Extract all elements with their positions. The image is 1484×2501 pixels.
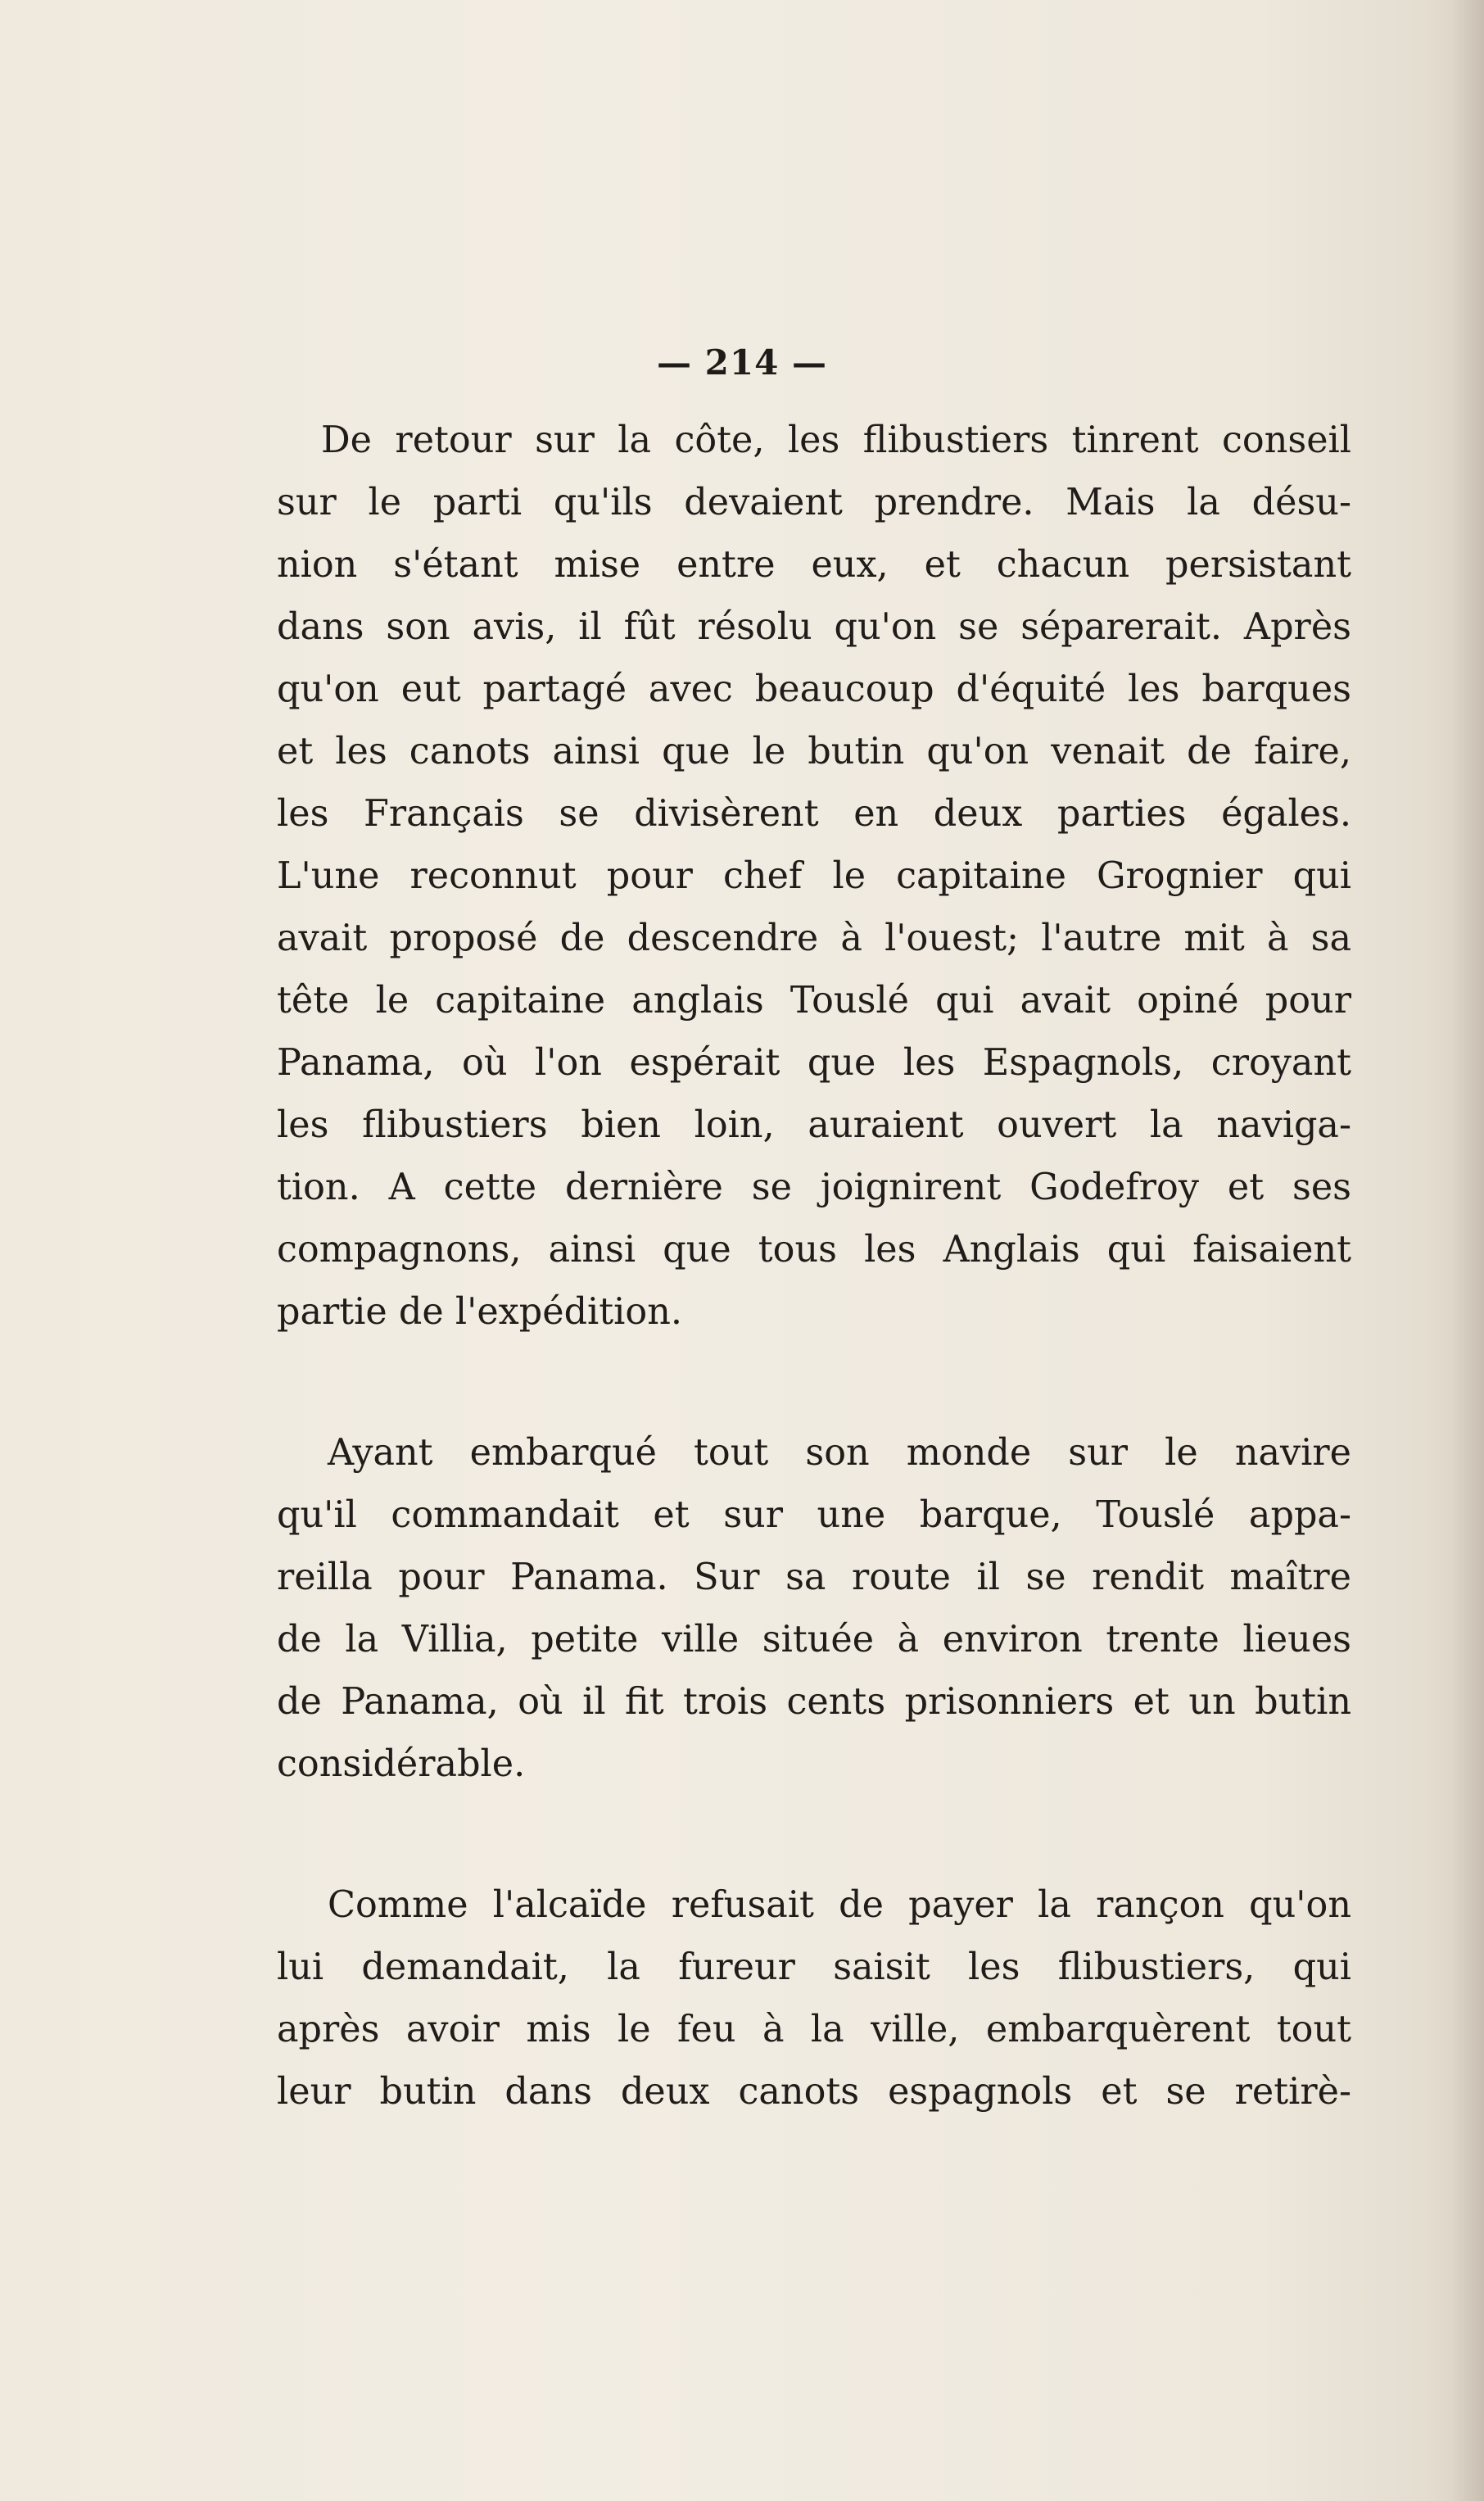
text-line: tion. A cette dernière se joignirent Godefroy et ses — [277, 1167, 1351, 1208]
text-line: de la Villia, petite ville située à environ trente lieues — [277, 1619, 1351, 1661]
text-line: dans son avis, il fût résolu qu'on se séparerait. Après — [277, 606, 1351, 648]
text-line: partie de l'expédition. — [277, 1291, 682, 1333]
paragraph-3 — [277, 1874, 1351, 2123]
text-line: tête le capitaine anglais Touslé qui avait opiné pour — [277, 980, 1351, 1022]
text-line: De retour sur la côte, les flibustiers tinrent conseil — [321, 419, 1351, 461]
paragraph-spacer — [277, 1343, 1351, 1422]
body-text — [277, 410, 1351, 2123]
text-line: de Panama, où il fit trois cents prisonniers et un butin — [277, 1681, 1351, 1723]
text-line: leur butin dans deux canots espagnols et se retirè- — [277, 2071, 1351, 2113]
text-line: Ayant embarqué tout son monde sur le navire — [328, 1432, 1351, 1474]
text-line: les Français se divisèrent en deux parties égales. — [277, 793, 1351, 835]
text-line: lui demandait, la fureur saisit les flibustiers, qui — [277, 1946, 1351, 1988]
text-line: les flibustiers bien loin, auraient ouvert la naviga- — [277, 1104, 1351, 1146]
text-line: compagnons, ainsi que tous les Anglais qui faisaient — [277, 1229, 1351, 1271]
text-line: reilla pour Panama. Sur sa route il se rendit maître — [277, 1556, 1351, 1598]
text-line: Panama, où l'on espérait que les Espagnols, croyant — [277, 1042, 1351, 1084]
text-line: nion s'étant mise entre eux, et chacun persistant — [277, 544, 1351, 586]
text-line: qu'il commandait et sur une barque, Touslé appa- — [277, 1494, 1351, 1536]
text-line: L'une reconnut pour chef le capitaine Grognier qui — [277, 855, 1351, 897]
text-line: et les canots ainsi que le butin qu'on venait de faire, — [277, 731, 1351, 773]
paragraph-spacer — [277, 1796, 1351, 1874]
paragraph-1 — [277, 410, 1351, 1343]
text-line: sur le parti qu'ils devaient prendre. Mais la désu- — [277, 482, 1351, 523]
paragraph-2 — [277, 1422, 1351, 1796]
text-line: considérable. — [277, 1743, 526, 1785]
text-line: après avoir mis le feu à la ville, embarquèrent tout — [277, 2009, 1351, 2050]
text-line: avait proposé de descendre à l'ouest; l'autre mit à sa — [277, 917, 1351, 959]
page-number: — 214 — — [657, 342, 827, 383]
text-line: qu'on eut partagé avec beaucoup d'équité les barques — [277, 668, 1351, 710]
text-line: Comme l'alcaïde refusait de payer la rançon qu'on — [328, 1884, 1351, 1926]
